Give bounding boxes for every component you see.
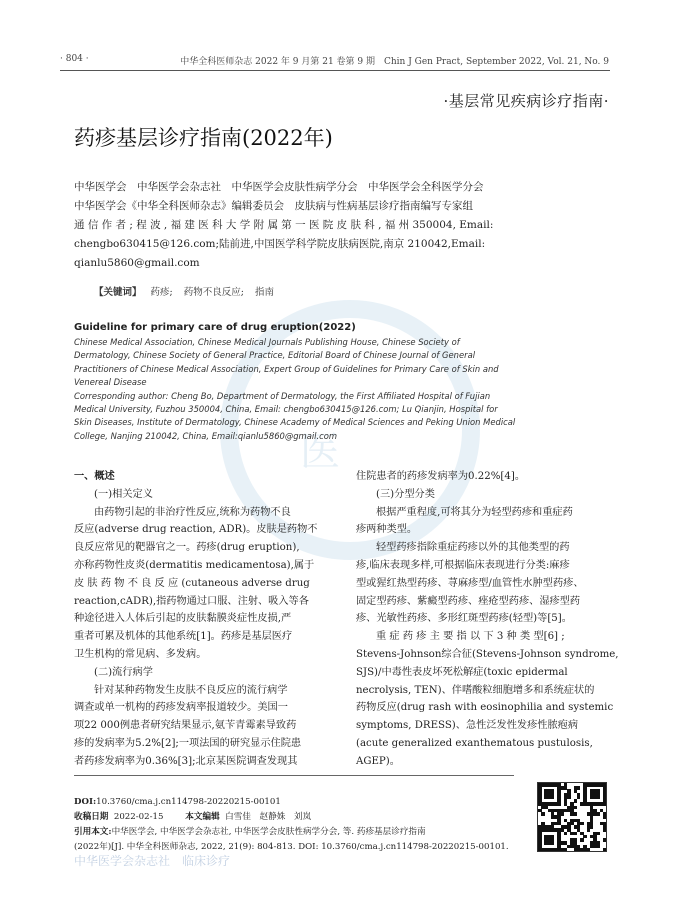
english-line: Dermatology, Chinese Society of General Practice, Editorial Board of Chinese Journal of General: [74, 350, 476, 361]
qr-module: [567, 796, 571, 800]
body-line: necrolysis, TEN)、伴嗜酸粒细胞增多和系统症状的: [356, 684, 595, 696]
english-line: Chinese Medical Association, Chinese Medical Journals Publishing House, Chinese Society of: [74, 337, 460, 347]
qr-module: [603, 828, 607, 832]
qr-module: [574, 799, 578, 803]
english-line: Venereal Disease: [74, 377, 147, 388]
section-heading: 一、概述: [74, 470, 115, 482]
qr-module: [583, 835, 587, 839]
authors-block: [74, 178, 594, 273]
body-line: 反应(adverse drug reaction, ADR)。皮肤是药物不: [74, 524, 318, 536]
body-line: 固定型药疹、紫癜型药疹、痤疮型药疹、湿疹型药: [356, 595, 581, 607]
body-line: 重者可累及机体的其他系统[1]。药疹是基层医疗: [74, 631, 293, 643]
citation-line-continued: (2022年)[J]. 中华全科医师杂志, 2022, 21(9): 804-813. DOI: 10.3760/cma.j.cn114798-20220215-00101.: [74, 842, 509, 852]
qr-module: [574, 806, 578, 810]
editor-names: 白雪佳 赵静姝 刘岚: [225, 812, 312, 822]
qr-module: [587, 848, 591, 852]
body-line: 由药物引起的非治疗性反应,统称为药物不良: [94, 506, 291, 518]
running-head: [60, 54, 609, 68]
body-line: 皮 肤 药 物 不 良 反 应 (cutaneous adverse drug: [74, 577, 310, 589]
received-line: [74, 810, 524, 825]
body-line: 者药疹发病率为0.36%[3];北京某医院调查发现其: [74, 755, 298, 767]
doi-label: DOI:: [74, 797, 97, 807]
body-line: (acute generalized exanthematous pustulosis,: [356, 737, 593, 749]
author-line: 中华医学会 中华医学会杂志社 中华医学会皮肤性病学分会 中华医学会全科医学分会: [74, 181, 484, 193]
body-line: 重 症 药 疹 主 要 指 以 下 3 种 类 型[6] ;: [376, 631, 565, 643]
keywords: [94, 284, 282, 298]
body-line: 卫生机构的常见病、多发病。: [74, 648, 207, 660]
citation-line: [74, 825, 524, 840]
header-rule: [60, 70, 610, 71]
qr-module: [603, 838, 607, 842]
qr-module: [596, 796, 600, 800]
body-line: AGEP)。: [356, 755, 400, 767]
keyword: 药疹;: [150, 287, 173, 298]
body-line: 型或猩红热型药疹、荨麻疹型/血管性水肿型药疹、: [356, 577, 584, 589]
body-line: 项22 000例患者研究结果显示,氨苄青霉素导致药: [74, 720, 297, 732]
body-line: 良反应常见的靶器官之一。药疹(drug eruption),: [74, 542, 300, 554]
qr-module: [596, 832, 600, 836]
keyword: 药物不良反应;: [183, 287, 244, 298]
qr-module: [574, 812, 578, 816]
english-line: College, Nanjing 210042, China, Email:qianlu5860@gmail.com: [74, 430, 338, 441]
seal-watermark-mark: 医: [300, 429, 340, 475]
column-label: ·基层常见疾病诊疗指南·: [443, 92, 609, 110]
qr-module: [577, 786, 581, 790]
body-line: 轻型药疹指除重症药疹以外的其他类型的药: [376, 542, 570, 554]
qr-module: [596, 812, 600, 816]
qr-module: [551, 796, 555, 800]
footer-rule: [74, 775, 514, 776]
body-line: 住院患者的药疹发病率为0.22%[4]。: [356, 471, 526, 482]
qr-module: [561, 812, 565, 816]
qr-module: [577, 796, 581, 800]
received-date: 2022-02-15: [113, 812, 164, 822]
body-line: reaction,cADR),指药物通过口服、注射、吸入等各: [74, 595, 309, 607]
body-line: 调查或单一机构的药疹发病率报道较少。美国一: [74, 702, 288, 714]
journal-citation: 中华全科医师杂志 2022 年 9 月第 21 卷第 9 期 Chin J Gen Pract, September 2022, Vol. 21, No. 9: [180, 57, 609, 67]
citation-label: 引用本文:: [74, 827, 112, 837]
editor-label: 本文编辑: [185, 812, 220, 822]
body-line: 疹、光敏性药疹、多形红斑型药疹(轻型)等[5]。: [356, 613, 572, 625]
qr-module: [574, 832, 578, 836]
doi-value[interactable]: 10.3760/cma.j.cn114798-20220215-00101: [96, 797, 281, 807]
body-line: 亦称药物性皮炎(dermatitis medicamentosa),属于: [74, 559, 315, 571]
english-line: Practitioners of Chinese Medical Association, Expert Group of Guidelines for Primary Care of Skin and: [74, 363, 499, 374]
body-line: SJS)/中毒性表皮坏死松解症(toxic epidermal: [356, 666, 568, 678]
english-title: Guideline for primary care of drug eruption(2022): [74, 322, 356, 333]
qr-code[interactable]: [537, 782, 607, 852]
body-line: symptoms, DRESS)、急性泛发性发疹性脓疱病: [356, 720, 579, 732]
english-line: Medical University, Fuzhou 350004, China, Email: chengbo630415@126.com; Lu Qianjin, Hospital for: [74, 404, 498, 415]
body-line: 根据严重程度,可将其分为轻型药疹和重症药: [376, 506, 573, 518]
qr-module: [580, 822, 584, 826]
page-title: 药疹基层诊疗指南(2022年): [74, 126, 333, 150]
qr-module: [603, 815, 607, 819]
body-line: (一)相关定义: [94, 488, 153, 500]
qr-module: [603, 802, 607, 806]
article-footer: [74, 795, 524, 855]
body-line: Stevens-Johnson综合征(Stevens-Johnson syndrome,: [356, 648, 619, 660]
received-label: 收稿日期: [74, 812, 109, 822]
qr-module: [557, 802, 561, 806]
english-line: Skin Diseases, Institute of Dermatology, Chinese Academy of Medical Sciences and Peking Union Medical: [74, 417, 516, 428]
qr-module: [564, 832, 568, 836]
author-line: 中华医学会《中华全科医师杂志》编辑委员会 皮肤病与性病基层诊疗指南编写专家组: [74, 200, 473, 212]
qr-module: [541, 812, 545, 816]
body-column-right: [356, 468, 619, 771]
qr-module: [564, 848, 568, 852]
english-line: Corresponding author: Cheng Bo, Department of Dermatology, the First Affiliated Hospital of Fujian: [74, 390, 491, 401]
qr-module: [580, 838, 584, 842]
body-line: 针对某种药物发生皮肤不良反应的流行病学: [94, 684, 288, 696]
author-line: chengbo630415@126.com;陆前进,中国医学科学院皮肤病医院,南京 210042,Email:: [74, 238, 486, 250]
body-line: (三)分型分类: [376, 488, 435, 500]
body-line: 疹的发病率为5.2%[2];一项法国的研究显示住院患: [74, 737, 302, 749]
keyword: 指南: [255, 287, 275, 298]
qr-module: [596, 845, 600, 849]
qr-module: [587, 828, 591, 832]
author-line: 通 信 作 者 ; 程 波 , 福 建 医 科 大 学 附 属 第 一 医 院 皮 肤 科 , 福 州 350004, Email:: [74, 219, 494, 231]
keywords-label: 【关键词】: [94, 287, 142, 298]
publisher-logo-watermark: 中华医学会杂志社 临床诊疗: [74, 854, 231, 868]
english-authors-block: [74, 336, 606, 443]
author-line: qianlu5860@gmail.com: [74, 257, 200, 269]
qr-module: [590, 825, 594, 829]
page-number: · 804 ·: [60, 54, 89, 64]
qr-module: [603, 848, 607, 852]
body-line: 疹两种类型。: [356, 524, 418, 536]
citation-text: 中华医学会, 中华医学会杂志社, 中华医学会皮肤性病学分会, 等. 药疹基层诊疗指南: [111, 827, 426, 837]
body-column-left: [74, 468, 332, 771]
doi-line: [74, 795, 524, 810]
body-line: 疹,临床表现多样,可根据临床表现进行分类:麻疹: [356, 559, 570, 571]
body-line: 药物反应(drug rash with eosinophilia and systemic: [356, 702, 614, 714]
body-line: (二)流行病学: [94, 666, 153, 678]
body-line: 种途径进入人体后引起的皮肤黏膜炎症性皮损,严: [74, 613, 292, 625]
qr-module: [551, 841, 555, 845]
